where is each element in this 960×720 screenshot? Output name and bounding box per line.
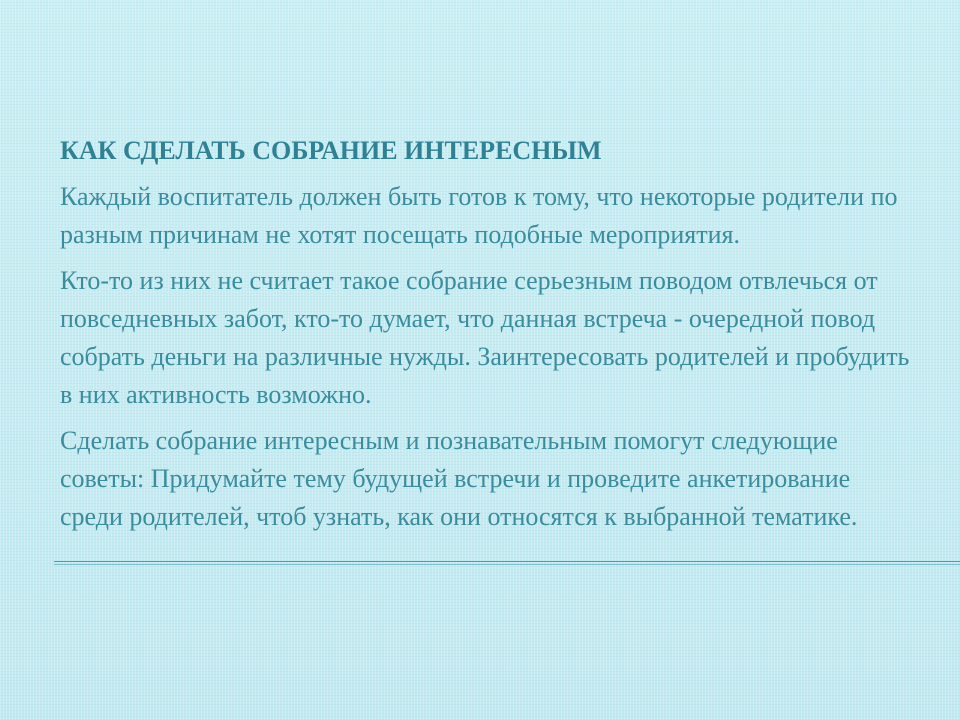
decorative-rule — [54, 561, 960, 562]
paragraph-2: Кто-то из них не считает такое собрание серьезным поводом отвлечься от повседневных забот, кто-то думает, что данная встреча - очередной повод собрать деньги на различные нужды. Заинтересовать родителей и пробудить в них активность возможно. — [60, 266, 910, 409]
paragraph-1: Каждый воспитатель должен быть готов к тому, что некоторые родители по разным причинам не хотят посещать подобные мероприятия. — [60, 182, 898, 249]
slide-content — [60, 132, 910, 544]
paragraph-3: Сделать собрание интересным и познавательным помогут следующие советы: Придумайте тему будущей встречи и проведите анкетирование среди родителей, чтоб узнать, как они относятся к выбранной тематике. — [60, 426, 858, 531]
decorative-rule-shadow — [54, 564, 960, 565]
slide-heading: КАК СДЕЛАТЬ СОБРАНИЕ ИНТЕРЕСНЫМ — [60, 136, 602, 165]
